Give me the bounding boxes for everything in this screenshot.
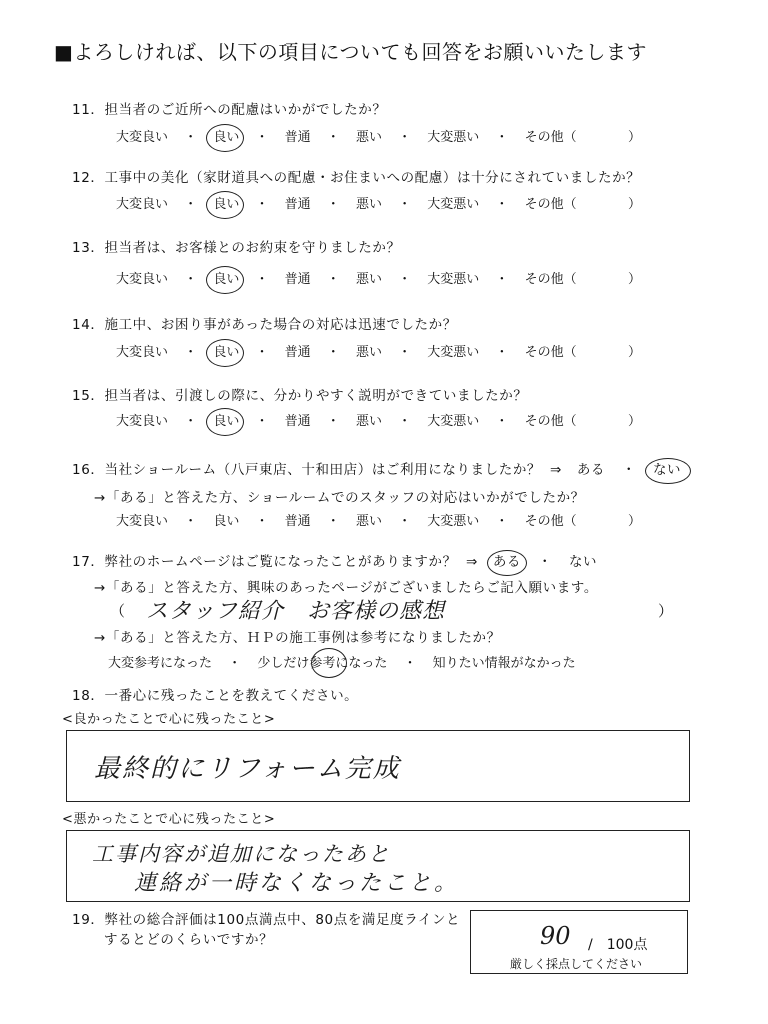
close-paren: ）	[628, 272, 642, 287]
separator: ・	[326, 197, 340, 212]
selection-circle	[206, 408, 244, 436]
opt-bad[interactable]: 悪い	[355, 414, 382, 429]
separator: ・	[255, 514, 269, 529]
question-12: 12．工事中の美化（家財道具への配慮・お住まいへの配慮）は十分にされていましたか？	[72, 170, 641, 186]
separator: ・	[398, 514, 412, 529]
opt-very-good[interactable]: 大変良い	[116, 514, 169, 529]
opt-bad[interactable]: 悪い	[355, 514, 382, 529]
separator: ・	[495, 414, 509, 429]
close-paren: ）	[628, 345, 642, 360]
opt-normal[interactable]: 普通	[284, 514, 311, 529]
opt-bad[interactable]: 悪い	[355, 130, 382, 145]
question-11: 11．担当者のご近所への配慮はいかがでしたか？	[72, 102, 387, 118]
opt-very-helpful[interactable]: 大変参考になった	[108, 656, 213, 671]
open-paren: （	[110, 602, 126, 620]
opt-very-good[interactable]: 大変良い	[116, 414, 169, 429]
separator: ・	[255, 130, 269, 145]
separator: ・	[398, 414, 412, 429]
q16-answers	[550, 458, 681, 478]
q16-no-selected[interactable]: ない	[653, 462, 681, 478]
question-19-line-2: するとどのくらいですか？	[104, 932, 274, 948]
q14-options	[116, 341, 577, 360]
separator: ・	[403, 656, 417, 671]
q17-subquestion-1: →「ある」と答えた方、興味のあったページがございましたらご記入願います。	[94, 580, 598, 596]
question-16: 16．当社ショールーム（八戸東店、十和田店）はご利用になりましたか？	[72, 462, 542, 478]
q17-handwritten-answer[interactable]: スタッフ紹介 お客様の感想	[146, 599, 446, 624]
opt-very-bad[interactable]: 大変悪い	[427, 345, 480, 360]
opt-very-bad[interactable]: 大変悪い	[427, 197, 480, 212]
q18-good-label: <良かったことで心に残ったこと>	[62, 712, 276, 727]
selection-circle	[206, 191, 244, 219]
opt-other[interactable]: その他（	[524, 272, 577, 287]
opt-good[interactable]: 良い	[213, 514, 240, 529]
question-18: 18．一番心に残ったことを教えてください。	[72, 688, 359, 704]
selection-circle	[487, 550, 527, 576]
separator: ・	[495, 514, 509, 529]
q17-subquestion-2: →「ある」と答えた方、ＨＰの施工事例は参考になりましたか？	[94, 630, 501, 646]
q12-options	[116, 193, 577, 212]
opt-not-helpful[interactable]: 知りたい情報がなかった	[432, 656, 576, 671]
separator: ・	[326, 514, 340, 529]
separator: ・	[326, 272, 340, 287]
close-paren: ）	[628, 197, 642, 212]
q16-yes[interactable]: ある	[576, 462, 606, 478]
separator: ・	[326, 130, 340, 145]
close-paren: ）	[628, 130, 642, 145]
opt-normal[interactable]: 普通	[284, 414, 311, 429]
q16-options	[116, 510, 577, 529]
score-note: 厳しく採点してください	[510, 957, 643, 971]
opt-good-selected[interactable]: 良い	[213, 130, 239, 145]
separator: ・	[495, 272, 509, 287]
close-paren: ）	[628, 514, 642, 529]
opt-bad[interactable]: 悪い	[355, 272, 382, 287]
question-14: 14．施工中、お困り事があった場合の対応は迅速でしたか？	[72, 317, 457, 333]
opt-normal[interactable]: 普通	[284, 272, 311, 287]
q17-answers	[466, 550, 597, 570]
separator: ・	[398, 197, 412, 212]
score-value: 90	[540, 922, 571, 950]
selection-circle	[645, 458, 691, 484]
selection-circle	[311, 648, 347, 678]
page-header: ■よろしければ、以下の項目についても回答をお願いいたします	[54, 40, 647, 64]
question-17: 17．弊社のホームページはご覧になったことがありますか？	[72, 554, 457, 570]
q17-options	[108, 652, 576, 671]
q18-bad-handwritten-line-2: 連絡が一時なくなったこと。	[134, 871, 460, 896]
q18-bad-handwritten-line-1: 工事内容が追加になったあと	[92, 842, 391, 866]
opt-very-good[interactable]: 大変良い	[116, 272, 169, 287]
q16-subquestion: →「ある」と答えた方、ショールームでのスタッフの対応はいかがでしたか？	[94, 490, 585, 506]
separator: ・	[184, 514, 198, 529]
opt-other[interactable]: その他（	[524, 514, 577, 529]
arrow-icon: ⇒	[466, 554, 478, 570]
opt-other[interactable]: その他（	[524, 197, 577, 212]
separator: ・	[255, 272, 269, 287]
separator: ・	[495, 345, 509, 360]
q17-no[interactable]: ない	[568, 554, 598, 570]
opt-other[interactable]: その他（	[524, 414, 577, 429]
score-max: / 100点	[588, 937, 648, 953]
separator: ・	[326, 345, 340, 360]
separator: ・	[184, 345, 198, 360]
separator: ・	[228, 656, 242, 671]
close-paren: ）	[628, 414, 642, 429]
opt-good-selected[interactable]: 良い	[213, 272, 239, 287]
opt-good-selected[interactable]: 良い	[213, 414, 239, 429]
separator: ・	[537, 554, 553, 570]
q17-yes-selected[interactable]: ある	[493, 554, 521, 570]
separator: ・	[398, 345, 412, 360]
opt-very-bad[interactable]: 大変悪い	[427, 414, 480, 429]
q18-good-handwritten-answer: 最終的にリフォーム完成	[94, 754, 401, 784]
separator: ・	[184, 272, 198, 287]
question-13: 13．担当者は、お客様とのお約束を守りましたか？	[72, 240, 401, 256]
opt-very-good[interactable]: 大変良い	[116, 345, 169, 360]
opt-very-bad[interactable]: 大変悪い	[427, 514, 480, 529]
q15-options	[116, 410, 577, 429]
selection-circle	[206, 339, 244, 367]
opt-normal[interactable]: 普通	[284, 345, 311, 360]
separator: ・	[255, 414, 269, 429]
q13-options	[116, 268, 577, 287]
separator: ・	[398, 130, 412, 145]
opt-very-bad[interactable]: 大変悪い	[427, 130, 480, 145]
opt-bad[interactable]: 悪い	[355, 197, 382, 212]
separator: ・	[255, 345, 269, 360]
arrow-icon: ⇒	[550, 462, 562, 478]
separator: ・	[398, 272, 412, 287]
opt-other[interactable]: その他（	[524, 130, 577, 145]
opt-very-good[interactable]: 大変良い	[116, 197, 169, 212]
separator: ・	[621, 462, 637, 478]
separator: ・	[184, 130, 198, 145]
opt-normal[interactable]: 普通	[284, 130, 311, 145]
separator: ・	[184, 197, 198, 212]
separator: ・	[184, 414, 198, 429]
opt-bad[interactable]: 悪い	[355, 345, 382, 360]
q18-bad-label: <悪かったことで心に残ったこと>	[62, 812, 276, 827]
separator: ・	[495, 197, 509, 212]
selection-circle	[206, 266, 244, 294]
opt-normal[interactable]: 普通	[284, 197, 311, 212]
separator: ・	[255, 197, 269, 212]
separator: ・	[495, 130, 509, 145]
selection-circle	[206, 124, 244, 152]
opt-very-good[interactable]: 大変良い	[116, 130, 169, 145]
separator: ・	[326, 414, 340, 429]
close-paren: ）	[658, 602, 674, 620]
question-19-line-1: 19．弊社の総合評価は100点満点中、80点を満足度ラインと	[72, 912, 461, 928]
opt-good-selected[interactable]: 良い	[213, 345, 239, 360]
opt-somewhat-helpful-selected[interactable]: 少しだけ参考になった	[257, 656, 387, 671]
opt-very-bad[interactable]: 大変悪い	[427, 272, 480, 287]
opt-other[interactable]: その他（	[524, 345, 577, 360]
opt-good-selected[interactable]: 良い	[213, 197, 239, 212]
q11-options	[116, 126, 577, 145]
question-15: 15．担当者は、引渡しの際に、分かりやすく説明ができていましたか？	[72, 388, 528, 404]
